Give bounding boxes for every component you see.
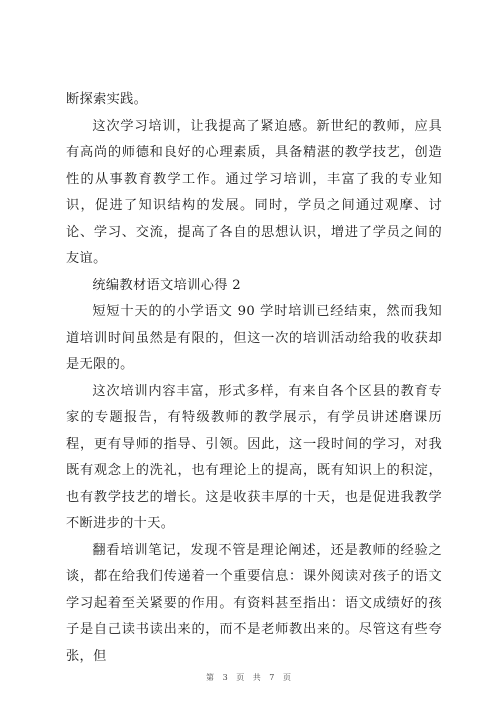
- paragraph-rich-content: 这次培训内容丰富，形式多样，有来自各个区县的教育专家的专题报告，有特级教师的教学展示，有学员讲述磨课历程，更有导师的指导、引领。因此，这一段时间的学习，对我既有观念上的洗礼，也有理论上的提高，既有知识上的积淀，也有教学技艺的增长。这是收获丰厚的十天，也是促进我教学不断进步的十天。: [66, 383, 442, 531]
- paragraph-ten-days: 短短十天的的小学语文 90 学时培训已经结束，然而我知道培训时间虽然是有限的，但这一次的培训活动给我的收获却是无限的。: [66, 304, 442, 372]
- document-body: [66, 87, 442, 670]
- paragraph-reading-notes: 翻看培训笔记，发现不管是理论阐述，还是教师的经验之谈，都在给我们传递着一个重要信息：课外阅读对孩子的语文学习起着至关紧要的作用。有资料甚至指出：语文成绩好的孩子是自己读书读出来的，而不是老师教出来的。尽管这有些夸张，但: [66, 542, 442, 664]
- paragraph-training-urgency: 这次学习培训，让我提高了紧迫感。新世纪的教师，应具有高尚的师德和良好的心理素质，具备精湛的教学技艺，创造性的从事教育教学工作。通过学习培训，丰富了我的专业知识，促进了知识结构的发展。同时，学员之间通过观摩、讨论、学习、交流，提高了各自的思想认识，增进了学员之间的友谊。: [66, 118, 442, 266]
- paragraph-continuation: 断探索实践。: [66, 92, 148, 107]
- page-number-footer: 第 3 页 共 7 页: [206, 673, 294, 682]
- section-heading: 统编教材语文培训心得 2: [92, 277, 242, 293]
